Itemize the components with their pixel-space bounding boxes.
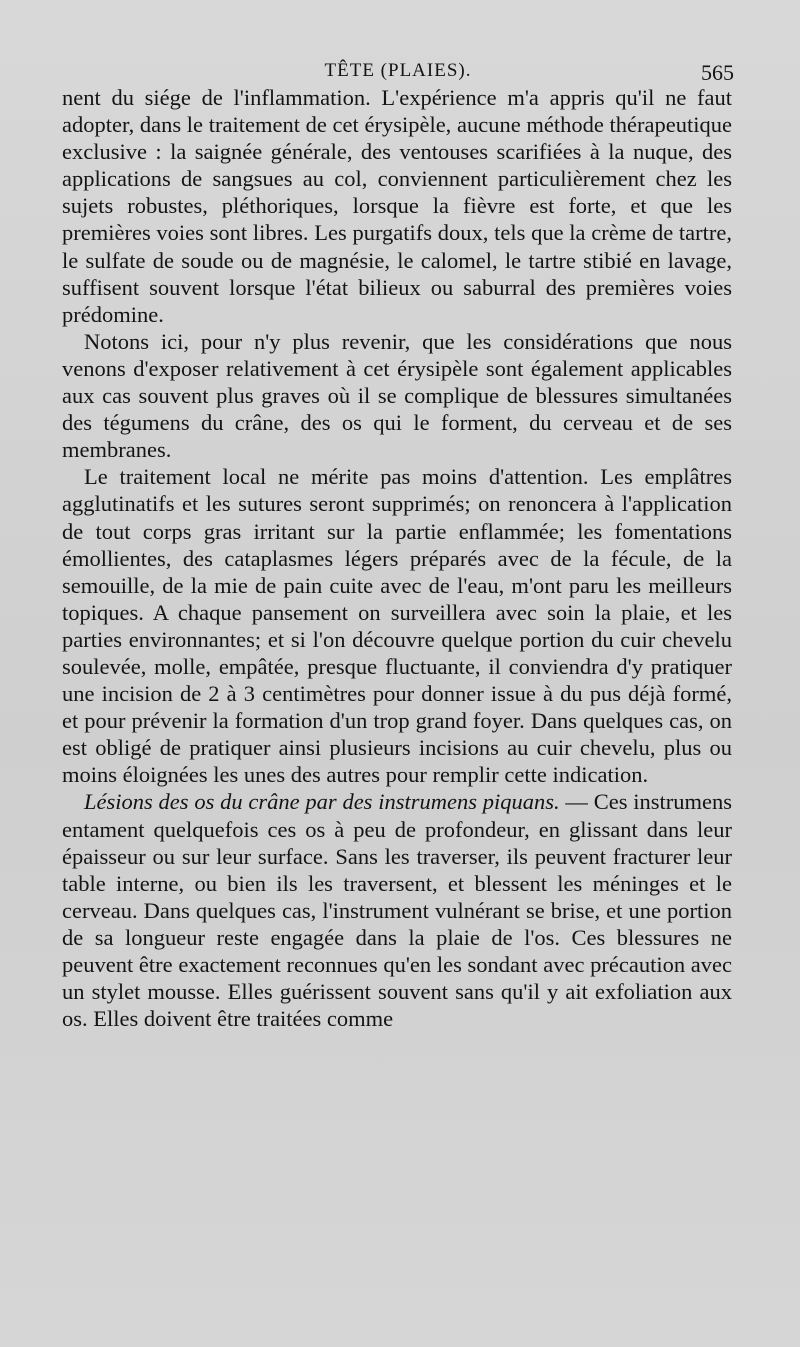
running-head-title: TÊTE (PLAIES).	[324, 60, 472, 81]
section-heading: Lésions des os du crâne par des instrumens piquans.	[84, 789, 560, 815]
section-body: — Ces instrumens entament quelquefois ces os à peu de profondeur, en glissant dans leur épaisseur ou sur leur surface. Sans les traverser, ils peuvent fracturer leur table interne, ou bien ils les traversent, et blessent les méninges et le cerveau. Dans quelques cas, l'instrument vulnérant se brise, et une portion de sa longueur reste engagée dans la plaie de l'os. Ces blessures ne peuvent être exactement reconnues qu'en les sondant avec précaution avec un stylet mousse. Elles guérissent souvent sans qu'il y ait exfoliation aux os. Elles doivent être traitées comme	[62, 789, 732, 1032]
paragraph-continuation: nent du siége de l'inflammation. L'expérience m'a appris qu'il ne faut adopter, dans le traitement de cet érysipèle, aucune méthode thérapeutique exclusive : la saignée générale, des ventouses scarifiées à la nuque, des applications de sangsues au col, conviennent particulièrement chez les sujets robustes, pléthoriques, lorsque la fièvre est forte, et que les premières voies sont libres. Les purgatifs doux, tels que la crème de tartre, le sulfate de soude ou de magnésie, le calomel, le tartre stibié en lavage, suffisent souvent lorsque l'état bilieux ou saburral des premières voies prédomine.	[62, 85, 732, 327]
page-number: 565	[701, 60, 734, 85]
body-text	[62, 84, 732, 1032]
paragraph: Notons ici, pour n'y plus revenir, que les considérations que nous venons d'exposer relativement à cet érysipèle sont également applicables aux cas souvent plus graves où il se complique de blessures simultanées des tégumens du crâne, des os qui le forment, du cerveau et de ses membranes.	[62, 328, 732, 463]
paragraph: Le traitement local ne mérite pas moins d'attention. Les emplâtres agglutinatifs et les sutures seront supprimés; on renoncera à l'application de tout corps gras irritant sur la partie enflammée; les fomentations émollientes, des cataplasmes légers préparés avec de la fécule, de la semouille, de la mie de pain cuite avec de l'eau, m'ont paru les meilleurs topiques. A chaque pansement on surveillera avec soin la plaie, et les parties environnantes; et si l'on découvre quelque portion du cuir chevelu soulevée, molle, empâtée, presque fluctuante, il conviendra d'y pratiquer une incision de 2 à 3 centimètres pour donner issue à du pus déjà formé, et pour prévenir la formation d'un trop grand foyer. Dans quelques cas, on est obligé de pratiquer ainsi plusieurs incisions au cuir chevelu, plus ou moins éloignées les unes des autres pour remplir cette indication.	[62, 464, 732, 788]
section-paragraph	[62, 788, 732, 1032]
